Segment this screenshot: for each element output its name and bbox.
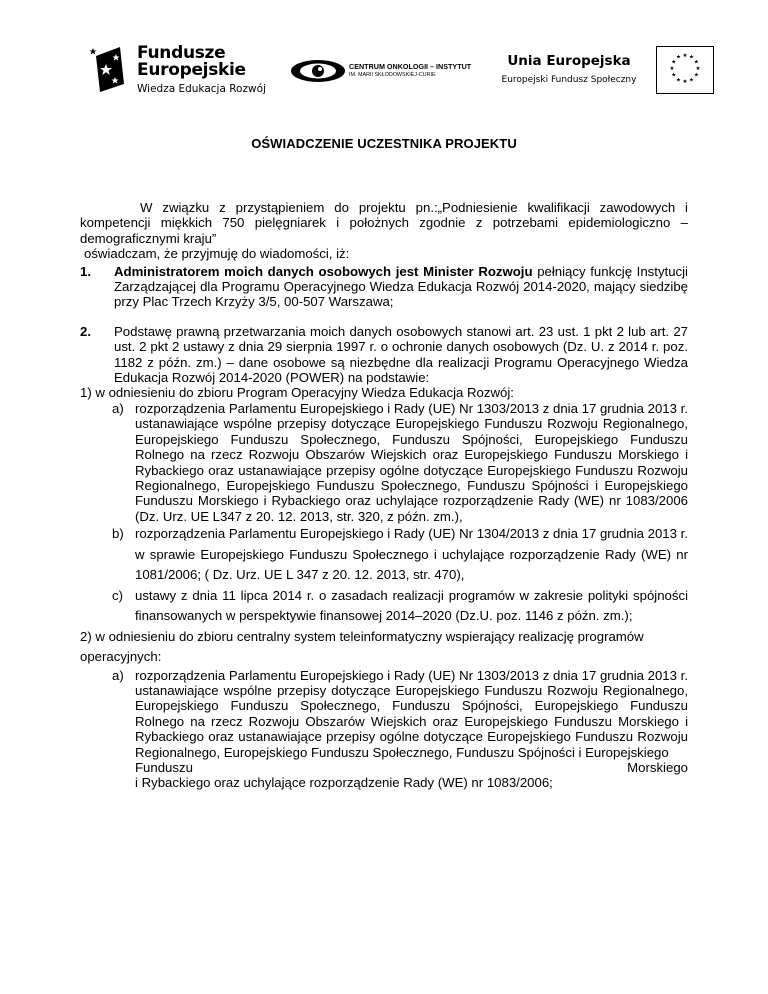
basis-2-heading: 2) w odniesieniu do zbioru centralny system teleinformatyczny wspierający realizację programów operacyjnych: (80, 628, 644, 665)
co-logo-text (349, 62, 471, 79)
basis-1-item-a-text: rozporządzenia Parlamentu Europejskiego i Rady (UE) Nr 1303/2013 z dnia 17 grudnia 2013 r. ustanawiające wspólne przepisy dotyczące Europejskiego Funduszu Rozwoju Regionalnego, Europejskiego Funduszu Społecznego, Funduszu Spójności, Europejskiego Funduszu Rolnego na rzecz Rozwoju Obszarów Wiejskich oraz Europejskiego Funduszu Morskiego i Rybackiego oraz ustanawiające przepisy ogólne dotyczące Europejskiego Funduszu Rozwoju Regionalnego, Europejskiego Funduszu Społecznego, Funduszu Spójności i Europejskiego Funduszu Morskiego i Rybackiego oraz uchylające rozporządzenie Rady (WE) nr 1083/2006 (Dz. Urz. UE L347 z 20. 12. 2013, str. 320, z późn. zm.), (135, 400, 688, 524)
svg-text:★: ★ (676, 77, 681, 84)
stars-flag-icon (90, 44, 128, 94)
fe-logo-text (137, 45, 266, 96)
fe-logo-line1: Fundusze (137, 43, 226, 63)
ue-logo-text (488, 52, 650, 87)
basis-2-item-a-split-right: Morskiego (627, 760, 688, 776)
svg-text:★: ★ (695, 66, 701, 72)
basis-2-item-a-split-left: Funduszu (135, 760, 193, 776)
svg-text:★: ★ (689, 54, 694, 61)
basis-2-item-a-letter: a) (112, 667, 124, 683)
point-1-text: pełniący funkcję Instytucji Zarządzającej dla Programu Operacyjnego Wiedza Edukacja Rozwój 2014-2020, mający siedzibę przy Plac Trzech Krzyży 3/5, 00-507 Warszawa; (114, 263, 688, 310)
svg-text:★: ★ (671, 59, 677, 66)
basis-1-item-c (80, 586, 688, 627)
point-1 (80, 264, 688, 310)
basis-1-item-a (80, 401, 688, 524)
eu-flag-icon (656, 46, 714, 94)
intro-paragraph: W związku z przystąpieniem do projektu pn.:„Podniesienie kwalifikacji zawodowych i kompetencji miękkich 750 pielęgniarek i położnych zgodnie z potrzebami epidemiologiczno – demograficznymi kraju” (80, 200, 688, 246)
co-logo-line1: CENTRUM ONKOLOGII – INSTYTUT (349, 62, 472, 71)
point-2-text: Podstawę prawną przetwarzania moich danych osobowych stanowi art. 23 ust. 1 pkt 2 lub art. 27 ust. 2 pkt 2 ustawy z dnia 29 sierpnia 1997 r. o ochronie danych osobowych (Dz. U. z 2014 r. poz. 1182 z późn. zm.) – dane osobowe są niezbędne dla realizacji Programu Operacyjnego Wiedza Edukacja Rozwój 2014-2020 (POWER) na podstawie: (114, 323, 688, 386)
basis-1-item-c-letter: c) (112, 587, 123, 603)
basis-2-item-a-last-line: i Rybackiego oraz uchylające rozporządzenie Rady (WE) nr 1083/2006; (135, 775, 553, 791)
co-logo-line2: IM. MARII SKŁODOWSKIEJ-CURIE (349, 72, 436, 78)
basis-2-item-a-text: rozporządzenia Parlamentu Europejskiego i Rady (UE) Nr 1303/2013 z dnia 17 grudnia 2013 r. ustanawiające wspólne przepisy dotyczące Europejskiego Funduszu Rozwoju Regionalnego, Europejskiego Funduszu Społecznego, Funduszu Spójności, Europejskiego Funduszu Rolnego na rzecz Rozwoju Obszarów Wiejskich oraz Europejskiego Funduszu Morskiego i Rybackiego oraz ustanawiające przepisy ogólne dotyczące Europejskiego Funduszu Rozwoju Regionalnego, Europejskiego Funduszu Społecznego, Funduszu Spójności i Europejskiego (135, 667, 688, 760)
svg-text:★: ★ (682, 79, 688, 85)
document-body (80, 200, 688, 791)
document-title: OŚWIADCZENIE UCZESTNIKA PROJEKTU (251, 136, 517, 151)
eye-logo-icon (290, 59, 346, 83)
basis-1-item-a-letter: a) (112, 400, 124, 416)
svg-text:★: ★ (671, 72, 677, 79)
point-2-number: 2. (80, 323, 91, 339)
svg-text:★: ★ (689, 77, 694, 84)
declaration-line: oświadczam, że przyjmuję do wiadomości, iż: (84, 246, 350, 262)
ue-logo-line2: Europejski Fundusz Społeczny (501, 75, 637, 85)
logo-bar (0, 40, 768, 100)
fe-logo-line2: Europejskie (137, 60, 246, 80)
svg-text:★: ★ (676, 54, 681, 61)
ue-logo-line1: Unia Europejska (507, 53, 631, 69)
basis-1-heading: 1) w odniesieniu do zbioru Program Operacyjny Wiedza Edukacja Rozwój: (80, 385, 514, 401)
svg-text:★: ★ (669, 66, 675, 72)
point-2 (80, 324, 688, 386)
svg-text:★: ★ (693, 59, 699, 66)
basis-1-item-b-text: rozporządzenia Parlamentu Europejskiego i Rady (UE) Nr 1304/2013 z dnia 17 grudnia 2013 r. w sprawie Europejskiego Funduszu Społecznego i uchylające rozporządzenie Rady (WE) nr 1081/2006; ( Dz. Urz. UE L 347 z 20. 12. 2013, str. 470), (135, 526, 688, 583)
point-1-bold: Administratorem moich danych osobowych jest Minister Rozwoju (114, 263, 533, 279)
basis-2-item-a-split-line (135, 760, 688, 775)
basis-1-item-b (80, 524, 688, 586)
basis-2-item-a (80, 668, 688, 791)
point-1-number: 1. (80, 263, 91, 279)
basis-1-item-c-text: ustawy z dnia 11 lipca 2014 r. o zasadach realizacji programów w zakresie polityki spójności finansowanych w perspektywie finansowej 2014–2020 (Dz.U. poz. 1146 z późn. zm.); (135, 587, 688, 624)
fe-logo-line3: Wiedza Edukacja Rozwój (137, 83, 266, 95)
svg-text:★: ★ (682, 53, 688, 59)
basis-1-item-b-letter: b) (112, 526, 124, 542)
svg-text:★: ★ (693, 72, 699, 79)
